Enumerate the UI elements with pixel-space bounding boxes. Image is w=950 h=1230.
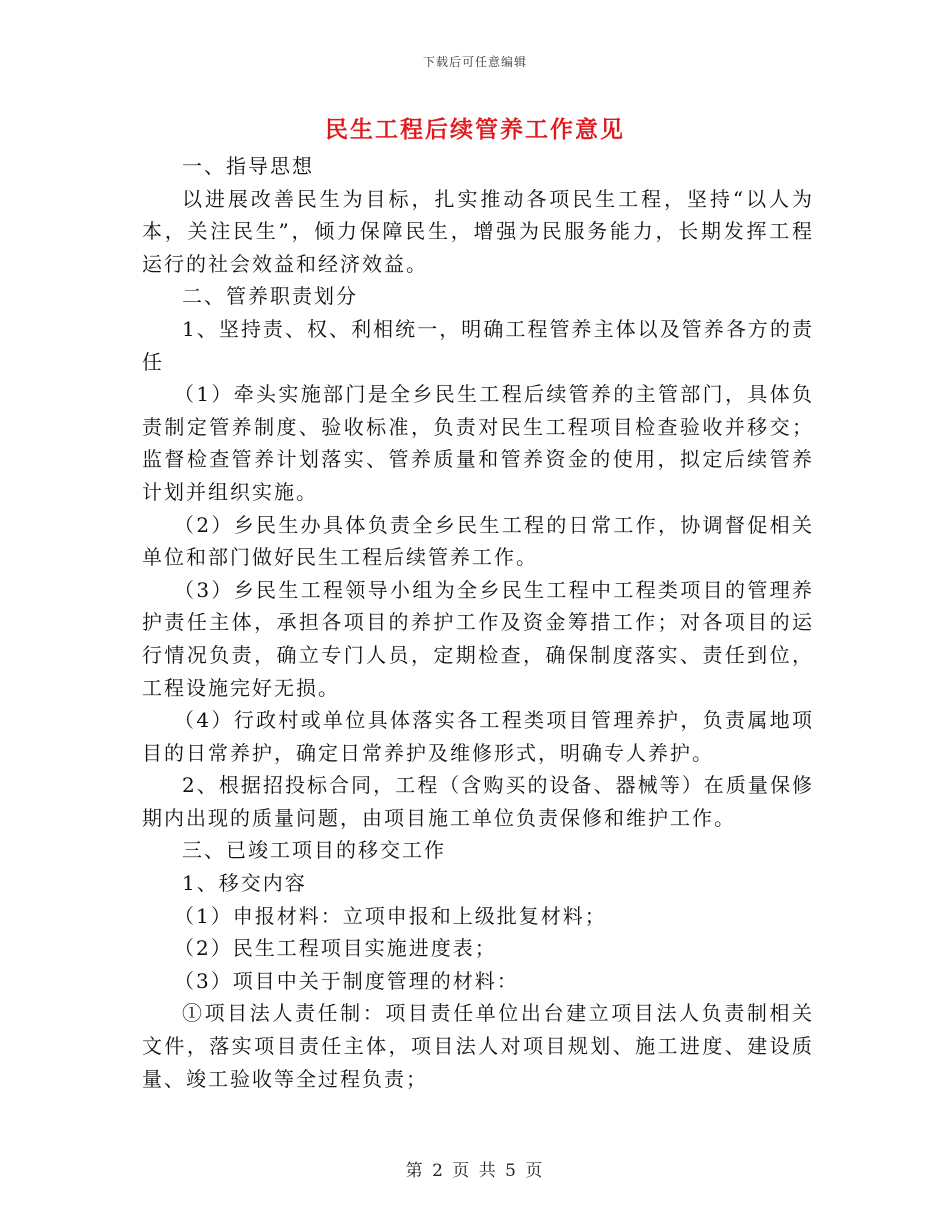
section-heading-1: 一、指导思想 — [182, 154, 314, 178]
body-paragraph: 1、坚持责、权、利相统一，明确工程管养主体以及管养各方的责任 — [142, 316, 814, 374]
section-heading-2: 二、管养职责划分 — [182, 284, 358, 309]
list-item: （3）项目中关于制度管理的材料： — [174, 968, 519, 993]
document-title: 民生工程后续管养工作意见 — [325, 116, 625, 143]
body-paragraph: 1、移交内容 — [182, 871, 307, 896]
body-paragraph: （3）乡民生工程领导小组为全乡民生工程中工程类项目的管理养护责任主体，承担各项目的养护工作及资金筹措工作；对各项目的运行情况负责，确立专门人员，定期检查，确保制度落实、责任到位，工程设施完好无损。 — [142, 577, 814, 700]
body-paragraph: 2、根据招投标合同，工程（含购买的设备、器械等）在质量保修期内出现的质量问题，由项目施工单位负责保修和维护工作。 — [142, 773, 814, 830]
body-paragraph: （2）乡民生办具体负责全乡民生工程的日常工作，协调督促相关单位和部门做好民生工程后续管养工作。 — [142, 512, 814, 570]
body-paragraph: 以进展改善民生为目标，扎实推动各项民生工程，坚持“以人为本，关注民生”，倾力保障民生，增强为民服务能力，长期发挥工程运行的社会效益和经济效益。 — [142, 186, 814, 276]
list-item: （2）民生工程项目实施进度表； — [174, 936, 497, 961]
body-paragraph: （1）牵头实施部门是全乡民生工程后续管养的主管部门，具体负责制定管养制度、验收标准，负责对民生工程项目检查验收并移交；监督检查管养计划落实、管养质量和管养资金的使用，拟定后续管养计划并组织实施。 — [142, 382, 814, 504]
page-number-footer: 第 2 页 共 5 页 — [405, 1161, 545, 1181]
document-body — [142, 150, 814, 1095]
body-paragraph: ①项目法人责任制：项目责任单位出台建立项目法人负责制相关文件，落实项目责任主体，项目法人对项目规划、施工进度、建设质量、竣工验收等全过程负责； — [142, 1001, 814, 1091]
body-paragraph: （4）行政村或单位具体落实各工程类项目管理养护，负责属地项目的日常养护，确定日常养护及维修形式，明确专人养护。 — [142, 708, 814, 765]
list-item: （1）申报材料：立项申报和上级批复材料； — [174, 903, 607, 928]
header-note: 下载后可任意编辑 — [422, 55, 527, 69]
section-heading-3: 三、已竣工项目的移交工作 — [182, 838, 446, 863]
